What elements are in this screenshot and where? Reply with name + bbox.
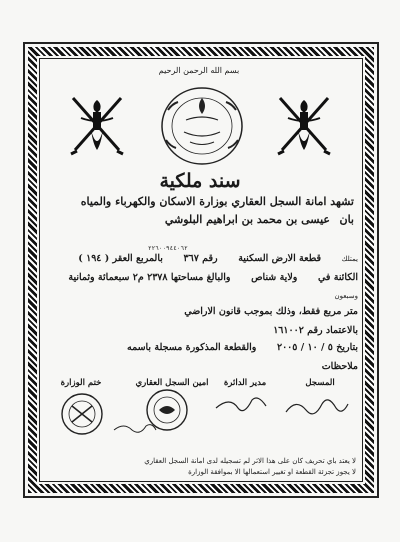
plot-number-label: رقم: [202, 253, 218, 264]
date-row: [127, 342, 358, 353]
handwritten-mark: [110, 420, 170, 436]
owner-label: بان: [339, 213, 354, 226]
registry-seal: [156, 80, 248, 168]
document-title: سند ملكية: [159, 170, 241, 192]
signature-registrar: المسجل: [305, 378, 335, 388]
block-label: بالمربع: [136, 253, 163, 264]
located-label: الكائنة في: [317, 272, 358, 283]
registrar-signature-mark: [282, 392, 352, 422]
ministry-stamp: [58, 392, 106, 436]
registration-text: والقطعة المذكورة مسجلة باسمه: [126, 342, 257, 353]
signature-registry-secretary: امين السجل العقاري: [135, 378, 209, 388]
land-row: [78, 253, 358, 264]
director-signature-mark: [212, 390, 272, 418]
land-type: قطعة الارض السكنية: [238, 253, 322, 264]
document-number: ٢٢٦٠٠٩٤٤٠٦٢: [148, 245, 188, 252]
oman-khanjar-emblem-icon: [67, 92, 127, 162]
block-name: العقر ( ١٩٤ ): [78, 253, 133, 264]
signature-director: مدير الدائرة: [223, 378, 267, 388]
date-value: ٥ / ١٠ / ٢٠٠٥: [276, 342, 333, 353]
owns-label: يمتلك: [341, 255, 358, 263]
area-text: والبالغ مساحتها ٢٣٧٨ م٢ سبعمائة وثمانية: [68, 272, 231, 283]
statement-line: تشهد امانة السجل العقاري بوزارة الاسكان والكهرباء والمياه: [80, 195, 354, 208]
ministry-stamp-label: ختم الوزارة: [60, 378, 102, 388]
law-row: متر مربع فقط، وذلك بموجب قانون الاراضي: [184, 306, 358, 317]
remarks-row: ملاحظات: [321, 361, 358, 372]
area-extra-row: [335, 290, 359, 301]
basmala: بسم الله الرحمن الرحيم: [158, 66, 240, 75]
plot-number: ٣٦٧: [183, 253, 199, 264]
area-extra: وسبعون: [334, 292, 358, 300]
date-label: بتاريخ: [336, 342, 358, 353]
oman-khanjar-emblem-icon: [274, 92, 334, 162]
wilaya-name: ولاية شناص: [251, 272, 298, 283]
note-line-1: لا يعتد باي تحريف كان على هذا الاثر لم تسجيله لدى امانة السجل العقاري: [144, 457, 356, 465]
location-row: [68, 272, 358, 283]
approval-row: بالاعتماد رقم ١٦١٠٠٢: [273, 325, 358, 336]
owner-name: عيسى بن محمد بن ابراهيم البلوشي: [164, 213, 330, 226]
note-line-2: لا يجوز تجزئة القطعة او تغيير استعمالها الا بموافقة الوزارة: [188, 468, 356, 476]
owner-line: [54, 213, 354, 226]
